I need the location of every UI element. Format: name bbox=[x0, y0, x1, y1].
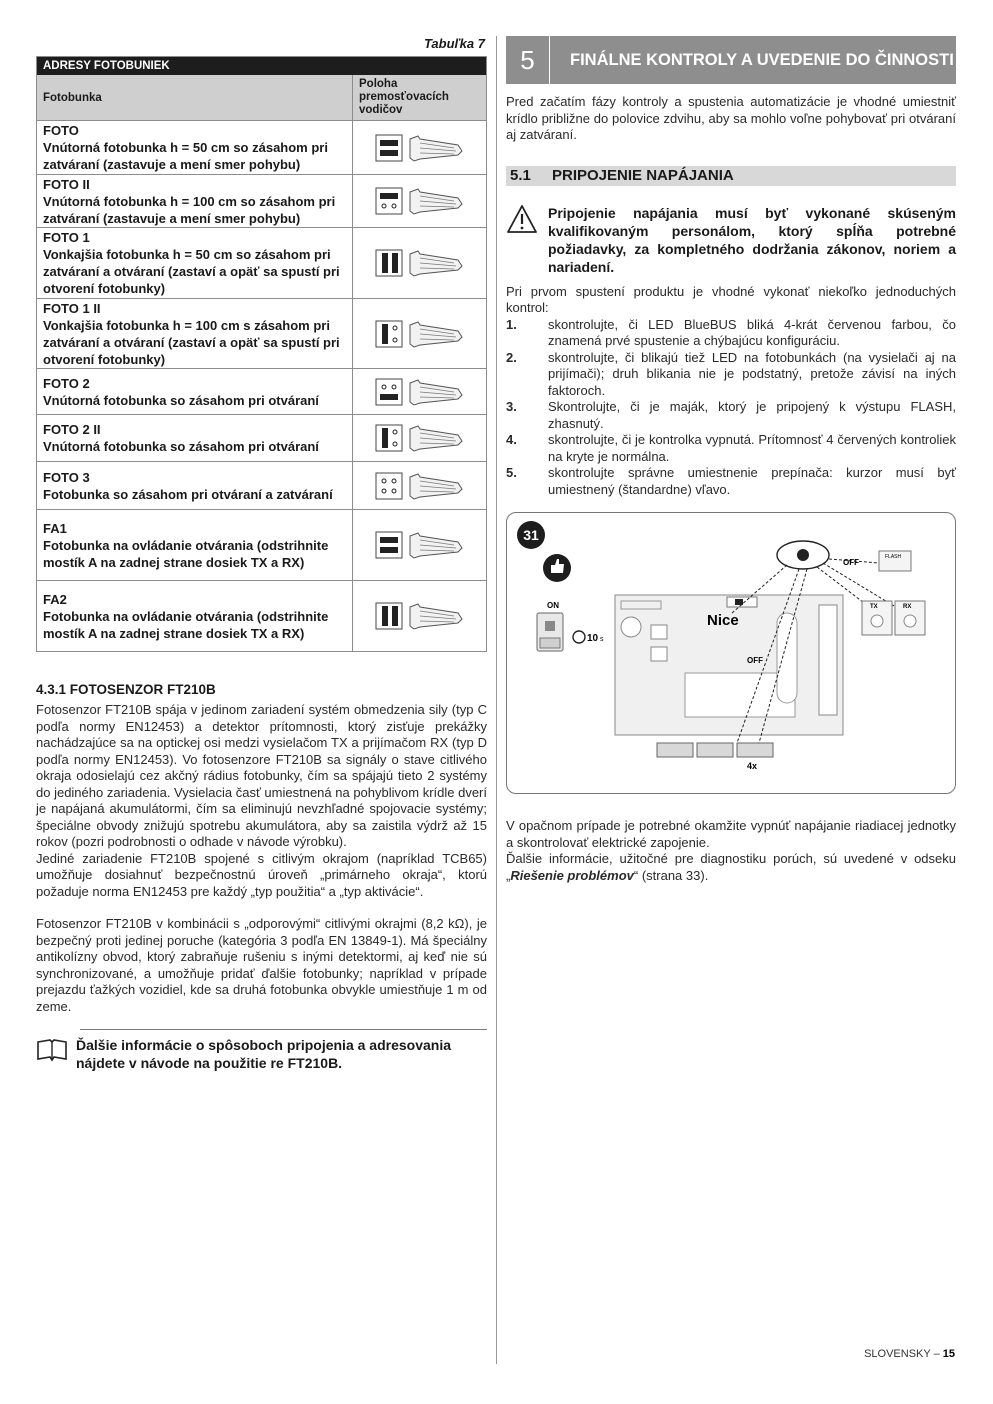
jumper-position-image bbox=[353, 369, 486, 414]
brand-logo: Nice bbox=[707, 612, 739, 629]
photocell-name: FA1 bbox=[43, 520, 67, 536]
table-row bbox=[37, 415, 486, 462]
book-icon bbox=[36, 1038, 76, 1067]
table-header bbox=[37, 75, 486, 121]
photocell-description: Vonkajšia fotobunka h = 50 cm so zásahom pri zatváraní a otváraní (zastaví a opäť sa spustí pri otvorení fotobunky) bbox=[43, 247, 340, 296]
power-connection-diagram bbox=[507, 513, 956, 794]
address-table bbox=[36, 56, 487, 652]
troubleshooting-reference: Riešenie problémov bbox=[510, 867, 634, 883]
table-row bbox=[37, 228, 486, 299]
table-title: ADRESY FOTOBUNIEK bbox=[37, 57, 486, 75]
after-text bbox=[506, 818, 956, 884]
tx-label: TX bbox=[870, 604, 878, 610]
section-5-1-header bbox=[506, 166, 956, 186]
step-number: 3. bbox=[506, 399, 517, 414]
footer-language: SLOVENSKY – bbox=[864, 1348, 943, 1360]
check-step bbox=[506, 465, 956, 498]
warning-triangle-icon bbox=[506, 204, 548, 276]
jumper-position-image bbox=[353, 581, 486, 651]
after-paragraph-2: Ďalšie informácie, užitočné pre diagnostiku porúch, sú uvedené v odseku „Riešenie problémov“ (strana 33). bbox=[506, 851, 956, 883]
step-text: Skontrolujte, či je maják, ktorý je pripojený k výstupu FLASH, zhasnutý. bbox=[548, 399, 956, 431]
check-step bbox=[506, 432, 956, 465]
manual-note bbox=[36, 1036, 487, 1072]
photocell-description: Vonkajšia fotobunka h = 100 cm s zásahom pri zatváraní a otváraní (zastaví a opäť sa spustí pri otvorení fotobunky) bbox=[43, 317, 340, 367]
check-step bbox=[506, 399, 956, 432]
photocell-name: FOTO 3 bbox=[43, 469, 90, 485]
right-column bbox=[506, 36, 956, 884]
jumper-position-image bbox=[353, 121, 486, 174]
subsection-number: 5.1 bbox=[510, 167, 531, 184]
timer-value: 10 bbox=[587, 633, 599, 644]
jumper-position-image bbox=[353, 462, 486, 509]
section-number: 5 bbox=[506, 36, 550, 84]
timer-icon bbox=[573, 631, 585, 643]
photocell-description: Vnútorná fotobunka so zásahom pri otváraní bbox=[43, 392, 319, 408]
step-text: skontrolujte, či blikajú tiež LED na fotobunkách (na vysielači aj na prijímači); druh blikania nie je podstatný, pretože závisí na iných faktoroch. bbox=[548, 349, 956, 398]
timer-unit: s bbox=[600, 636, 604, 643]
section-5-intro: Pred začatím fázy kontroly a spustenia automatizácie je vhodné umiestniť krídlo približne do polovice zdvihu, aby sa mohlo voľne pohybovať pri otváraní aj zatváraní. bbox=[506, 94, 956, 142]
ft210b-body bbox=[36, 702, 487, 1015]
photocell-description: Fotobunka na ovládanie otvárania (odstrihnite mostík A na zadnej strane dosiek TX a RX) bbox=[43, 608, 329, 641]
table-row bbox=[37, 175, 486, 228]
flash-label: FLASH bbox=[885, 554, 902, 560]
section-5-header bbox=[506, 36, 956, 84]
figure-number: 31 bbox=[523, 527, 539, 543]
after-paragraph-1: V opačnom prípade je potrebné okamžite vypnúť napájanie riadiacej jednotky a skontrolovať elektrické zapojenie. bbox=[506, 818, 956, 850]
figure-31 bbox=[506, 512, 956, 794]
table-row bbox=[37, 510, 486, 581]
jumper-position-image bbox=[353, 299, 486, 368]
checks-lead: Pri prvom spustení produktu je vhodné vykonať niekoľko jednoduchých kontrol: bbox=[506, 283, 956, 315]
page-footer bbox=[864, 1348, 955, 1360]
on-label: ON bbox=[547, 601, 559, 610]
blink-count: 4x bbox=[747, 761, 758, 771]
jumper-position-image bbox=[353, 228, 486, 298]
photocell-name: FOTO II bbox=[43, 176, 90, 192]
photocell-description: Fotobunka na ovládanie otvárania (odstrihnite mostík A na zadnej strane dosiek TX a RX) bbox=[43, 537, 329, 570]
page-number: 15 bbox=[942, 1348, 955, 1360]
section-title: FINÁLNE KONTROLY A UVEDENIE DO ČINNOSTI bbox=[570, 50, 954, 69]
ft210b-title: 4.3.1 FOTOSENZOR FT210B bbox=[36, 682, 216, 697]
note-divider bbox=[80, 1029, 487, 1030]
rx-label: RX bbox=[903, 604, 912, 610]
check-step bbox=[506, 317, 956, 350]
table-row bbox=[37, 299, 486, 369]
table-row bbox=[37, 121, 486, 175]
ft210b-paragraph: Fotosenzor FT210B spája v jedinom zariadení systém obmedzenia sily (typ C podľa normy EN12453) a detektor prítomnosti, ktorý zisťuje prekážky nachádzajúce sa na optickej osi medzi vysielačom TX a prijímačom RX (typ D podľa normy EN12453). Vo fotosenzore FT210B sa signály o stave citlivého okraja odosielajú cez akčný rádius fotobunky, čím sa spájajú tieto 2 systémy do jediného zariadenia. Vysielacia časť umiestnená na pohyblivom krídle dverí je napájaná akumulátormi, čím sa eliminujú nevzhľadné spojovacie systémy; špeciálne obvody znižujú spotrebu akumulátora, aby sa zaistila výdrž až 15 rokov (pozri podrobnosti o odhade v návode výrobku). bbox=[36, 702, 487, 849]
photocell-name: FOTO 2 II bbox=[43, 422, 101, 437]
table-row bbox=[37, 369, 486, 415]
step-number: 4. bbox=[506, 432, 517, 447]
table-caption: Tabuľka 7 bbox=[423, 36, 485, 51]
photocell-description: Vnútorná fotobunka h = 50 cm so zásahom pri zatváraní (zastavuje a mení smer pohybu) bbox=[43, 140, 328, 172]
note-text: Ďalšie informácie o spôsoboch pripojenia a adresovania nájdete v návode na použitie re FT210B. bbox=[76, 1037, 451, 1071]
column-divider bbox=[496, 36, 497, 1364]
jumper-position-image bbox=[353, 415, 486, 461]
table-row bbox=[37, 462, 486, 510]
photocell-description: Vnútorná fotobunka h = 100 cm so zásahom pri zatváraní (zastavuje a mení smer pohybu) bbox=[43, 193, 336, 226]
photocell-name: FOTO bbox=[43, 123, 79, 138]
photocell-description: Vnútorná fotobunka so zásahom pri otváraní bbox=[43, 439, 319, 454]
check-step bbox=[506, 350, 956, 400]
terminal-block bbox=[657, 743, 773, 757]
jumper-position-image bbox=[353, 175, 486, 227]
warning-block bbox=[506, 204, 956, 276]
check-steps bbox=[506, 317, 956, 499]
step-number: 5. bbox=[506, 465, 517, 480]
warning-text: Pripojenie napájania musí byť vykonané skúseným kvalifikovaným personálom, ktorý spĺňa potrebné požiadavky, za kompletného dodržania zákonov, noriem a nariadení. bbox=[548, 204, 956, 275]
photocell-name: FOTO 1 bbox=[43, 230, 90, 245]
table-row bbox=[37, 581, 486, 651]
step-text: skontrolujte, či LED BlueBUS bliká 4-krát červenou farbou, čo znamená prvé spustenie a chýbajúcu konfiguráciu. bbox=[548, 316, 956, 348]
step-text: skontrolujte, či je kontrolka vypnutá. Prítomnosť 4 červených kontroliek na kryte je normálna. bbox=[548, 432, 956, 464]
jumper-position-image bbox=[353, 510, 486, 580]
board-off-label: OFF bbox=[747, 656, 763, 665]
ft210b-paragraph: Fotosenzor FT210B v kombinácii s „odporovými“ citlivými okrajmi (8,2 kΩ), je bezpečný proti jedinej poruche (kategória 3 podľa EN 13849-1). Má špeciálny antikolízny obvod, ktorý zabraňuje rušeniu s inými detektormi, aj keď nie sú synchronizované, a umožňuje pridať ďalšie fotobunky; napríklad v prípade prejazdu ťažkých vozidiel, kde sa druhá fotobunka obvykle umiestňuje 1 m od zeme. bbox=[36, 916, 487, 1014]
flash-off-label: OFF bbox=[843, 558, 859, 567]
photocell-description: Fotobunka so zásahom pri otváraní a zatváraní bbox=[43, 486, 333, 502]
step-number: 2. bbox=[506, 349, 517, 365]
step-text: skontrolujte správne umiestnenie prepínača: kurzor musí byť umiestnený (štandardne) vľavo. bbox=[548, 465, 956, 497]
subsection-title: PRIPOJENIE NAPÁJANIA bbox=[552, 167, 734, 184]
header-jumper-position: Poloha premosťovacích vodičov bbox=[359, 78, 449, 116]
photocell-name: FOTO 1 II bbox=[43, 300, 101, 316]
left-column bbox=[36, 36, 487, 1072]
photocell-name: FA2 bbox=[43, 591, 67, 607]
ft210b-paragraph: Jediné zariadenie FT210B spojené s citlivým okrajom (napríklad TCB65) umožňuje dosiahnuť bezpečnostnú úroveň „primárneho okraja“, ktorú požaduje norma EN12453 pre každý „typ použitia“ a „typ aktivácie“. bbox=[36, 850, 487, 899]
header-photocell: Fotobunka bbox=[37, 75, 353, 120]
step-number: 1. bbox=[506, 316, 517, 332]
photocell-name: FOTO 2 bbox=[43, 375, 90, 391]
